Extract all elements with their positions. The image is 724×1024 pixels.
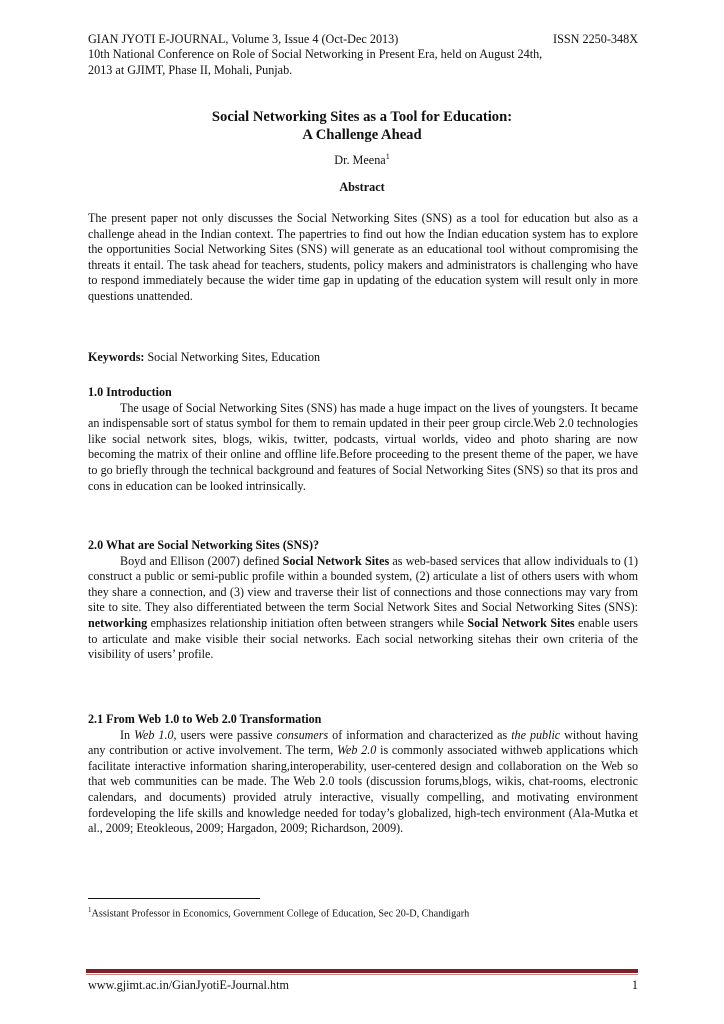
abstract-section: [88, 211, 638, 305]
sns-text-3: emphasizes relationship initiation often between strangers while: [147, 615, 468, 630]
web-italic-4: Web 2.0: [337, 743, 377, 758]
title-line-2: A Challenge Ahead: [302, 127, 422, 143]
title-line-1: Social Networking Sites as a Tool for Education:: [211, 109, 513, 125]
abstract-text: The present paper not only discusses the Social Networking Sites (SNS) as a tool for education but also as a challenge ahead in the Indian context. The papertries to find out how the Indian education system has to explore the opportunities Social Networking Sites (SNS) will generate as an educational tool without compromising the threats it entail. The task ahead for teachers, students, policy makers and administrators is challenging who have to respond immediately because the wider time gap in updating of the education system will result only in more questions unattended.: [88, 211, 638, 303]
footnote: [88, 904, 638, 920]
issn: ISSN 2250-348X: [553, 32, 638, 46]
section-heading-web: 2.1 From Web 1.0 to Web 2.0 Transformation: [88, 712, 322, 726]
section-heading-introduction: 1.0 Introduction: [88, 385, 172, 399]
web-paragraph: [88, 728, 638, 837]
footnote-mark: 1: [88, 906, 92, 914]
keywords: [88, 350, 638, 366]
introduction-section: [88, 385, 638, 494]
paper-title: [88, 108, 636, 144]
journal-header: [88, 32, 638, 78]
keywords-label: Keywords:: [88, 350, 145, 364]
sns-text-4: enable users to articulate and make visible their social networks. Each social networking sitehas their own criteria of the visibility of users’ profile.: [88, 615, 638, 662]
keywords-text: Social Networking Sites, Education: [144, 350, 321, 364]
header-row: [88, 32, 638, 47]
web-text-1: In: [120, 727, 135, 742]
web-italic-2: consumers: [276, 727, 329, 742]
page-footer: [88, 978, 638, 993]
footnote-divider: [88, 898, 260, 899]
conference-line-1: 10th National Conference on Role of Social Networking in Present Era, held on August 24th,: [88, 47, 543, 62]
section-heading-sns: 2.0 What are Social Networking Sites (SNS)?: [88, 538, 320, 552]
introduction-paragraph: The usage of Social Networking Sites (SNS) has made a huge impact on the lives of youngsters. It became an indispensable sort of status symbol for them to remain updated in their peer group circle.Web 2.0 technologies like social network sites, blogs, wikis, twitter, podcasts, virtual worlds, video and photo sharing are now becoming the matrix of their online and offline life.Before proceeding to the present theme of the paper, we have to go briefly through the technical background and features of Social Networking Sites (SNS) so that its pros and cons in education can be looked intrinsically.: [88, 400, 638, 493]
footer-rule: [86, 969, 638, 973]
sns-text-2: as web-based services that allow individuals to (1) construct a public or semi-public profile within a bounded system, (2) articulate a list of others users with whom they share a connection, and (3) view and traverse their list of connections and those connections may vary from site to site. They also differentiated between the term Social Network Sites and Social Networking Sites (SNS):: [88, 553, 638, 615]
web-italic-1: Web 1.0: [134, 727, 174, 742]
sns-bold-2: networking: [88, 615, 148, 630]
web-text-4: without having any contribution or active involvement. The term,: [88, 727, 638, 758]
web-text-2: , users were passive: [173, 727, 277, 742]
author-name: Dr. Meena: [334, 153, 386, 168]
sns-section: [88, 538, 638, 663]
sns-paragraph: [88, 554, 638, 663]
conference-line-2: 2013 at GJIMT, Phase II, Mohali, Punjab.: [88, 62, 293, 77]
sns-bold-3: Social Network Sites: [467, 615, 575, 630]
page-number: 1: [631, 978, 638, 992]
journal-name: GIAN JYOTI E-JOURNAL, Volume 3, Issue 4 (Oct-Dec 2013): [88, 32, 399, 46]
sns-bold-1: Social Network Sites: [282, 553, 390, 568]
web-text-3: of information and characterized as: [328, 727, 512, 742]
footer-url[interactable]: www.gjimt.ac.in/GianJyotiE-Journal.htm: [88, 978, 289, 992]
footnote-text: Assistant Professor in Economics, Government College of Education, Sec 20-D, Chandigarh: [91, 908, 470, 920]
author: [88, 152, 636, 168]
web-text-5: is commonly associated withweb applications which facilitate interactive information sharing,interoperability, user-centered design and collaboration on the Web so that web communities can be made. The Web 2.0 tools (discussion forums,blogs, wikis, chat-rooms, electronic calendars, and documents) provided atruly interactive, visually compelling, and motivating environment fordeveloping the life skills and knowledge needed for today’s globalized, high-tech environment (Ala-Mutka et al., 2009; Eteokleous, 2009; Hargadon, 2009; Richardson, 2009).: [88, 743, 638, 836]
sns-text-1: Boyd and Ellison (2007) defined: [120, 553, 283, 568]
author-footnote-mark: 1: [385, 152, 390, 161]
footer-rule-thin: [86, 974, 638, 975]
web-italic-3: the public: [511, 727, 561, 742]
abstract-heading: Abstract: [339, 180, 385, 194]
web-section: [88, 712, 638, 837]
